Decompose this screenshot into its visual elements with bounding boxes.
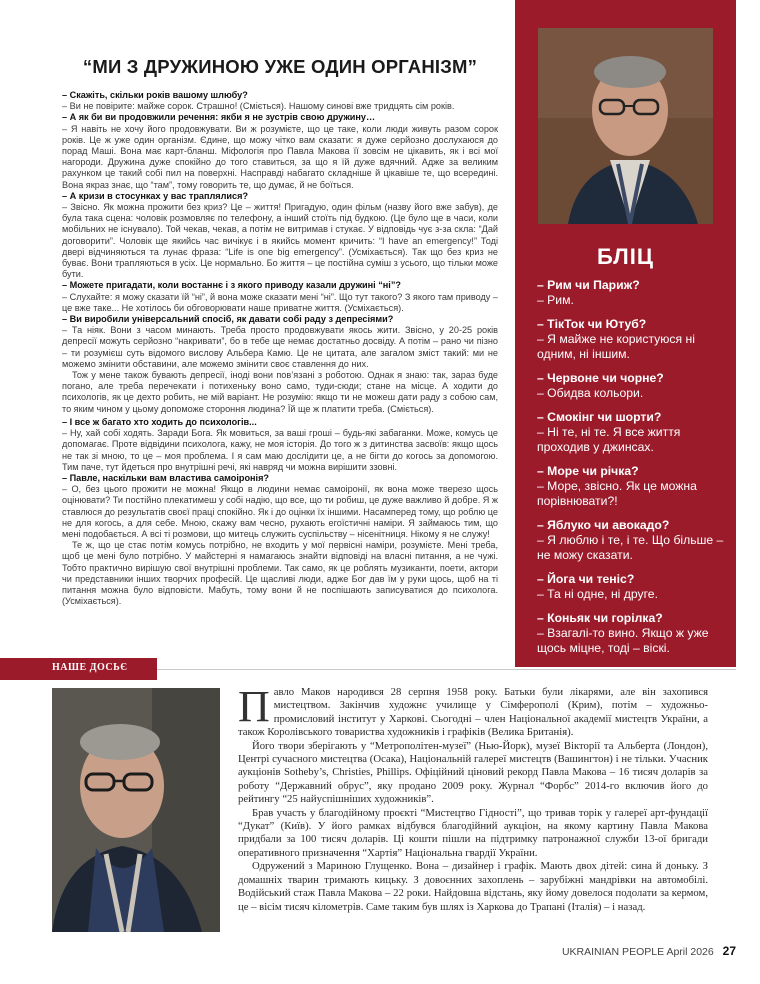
portrait-illustration: [538, 28, 713, 224]
blitz-list: [537, 278, 727, 665]
blitz-question: – Смокінг чи шорти?: [537, 410, 662, 424]
blitz-answer: – Море, звісно. Як це можна порівнювати?!: [537, 479, 697, 508]
interview-text: [62, 90, 498, 607]
dossier-portrait-illustration: [52, 688, 220, 932]
headline: “МИ З ДРУЖИНОЮ УЖЕ ОДИН ОРГАНІЗМ”: [82, 56, 478, 77]
magazine-name: UKRAINIAN PEOPLE: [561, 946, 665, 958]
interview-answer: – Та ніяк. Вони з часом минають. Треба просто продовжувати якось жити. Звісно, у 20-25 років депресії можуть серйозно “накривати”, бо в тебе ще немає достатньо досвіду. А потім – рано чи пізно – ти розумієш суть відомого вислову Альбера Камю. Це не цитата, але загалом зміст такий: ми не можемо змінити обставини, але можемо змінити своє ставлення до них.: [62, 325, 498, 369]
blitz-item: [537, 278, 727, 308]
blitz-question: – Йога чи теніс?: [537, 572, 635, 586]
blitz-answer: – Та ні одне, ні друге.: [537, 587, 658, 601]
blitz-item: [537, 410, 727, 455]
drop-cap: П: [238, 682, 270, 731]
dossier-paragraph: Його твори зберігають у “Метрополітен-музеї” (Нью-Йорк), музеї Вікторії та Альберта (Лондон), Центрі сучасного мистецтва (Осака), Національній галереї мистецтв (Вашингтон) і не тільки. Учасник аукціонів Sotheby’s, Christies, Phillips. Офіційний ціновий рекорд Павла Макова – 16 тисяч доларів за роботу “Державний обрус”, яку продано 2009 року. Журнал “Форбс” 2014-го включив його до рейтингу “25 найуспішніших художників”.: [238, 739, 708, 806]
blitz-question: – Рим чи Париж?: [537, 278, 640, 292]
dossier-photo: [52, 688, 220, 932]
blitz-question: – Море чи річка?: [537, 464, 639, 478]
interview-answer: Те ж, що це стає потім комусь потрібно, не входить у мої первісні наміри, розумієте. Мені треба, щоб це мені було потрібно. У майстерні я намагаюсь знайти відповіді на власні питання, а не чужі. Тобто практично вирішую свої внутрішні проблеми. Так само, як це роблять музиканти, поети, актори чи представники інших творчих професій. Це щасливі люди, адже Бог дав їм у руки щось, щоб на ті питання можна було відповісти. Мабуть, тому вони й не поспішають записуватися до психолога. (Усміхається).: [62, 540, 498, 607]
blitz-question: – ТікТок чи Ютуб?: [537, 317, 647, 331]
blitz-answer: – Я люблю і те, і те. Що більше – не можу сказати.: [537, 533, 724, 562]
blitz-item: [537, 317, 727, 362]
interview-answer: – Я навіть не хочу його продовжувати. Ви ж розумієте, що це таке, коли люди живуть разом сорок років. Це ж уже один організм. Єдине, що можу чітко вам сказати: я дуже серйозно дослухаюся до порад Маші. Вона має карт-бланш. Міфологія про Павла Макова її зовсім не цікавить, як і всі мої нагороди. Дружина дуже спокійно до того ставиться, за що я їй дуже вдячний. Адже за великим рахунком це такий собі пил на поверхні. Насправді набагато складніше й цікавіше те, що всередині. Вона якраз знає, що “там”, тому говорить те, що думає, й не боїться.: [62, 123, 498, 190]
dossier-paragraph: Одружений з Мариною Глущенко. Вона – дизайнер і графік. Мають двох дітей: сина й доньку. З домашніх тварин тримають кицьку. З довоєнних захоплень – зарубіжні мандрівки на автомобілі. Водійський стаж Павла Макова – 22 роки. Найдовша відстань, яку йому довелося подолати за кермом, це – вісім тисяч кілометрів. Саме таким був шлях із Харкова до Трапані (Італія) – і назад.: [238, 860, 708, 913]
interview-question: – А кризи в стосунках у вас траплялися?: [62, 190, 249, 201]
blitz-answer: – Обидва кольори.: [537, 386, 644, 400]
blitz-title: БЛІЦ: [597, 244, 654, 269]
interview-answer: – Звісно. Як можна прожити без криз? Це – життя! Пригадую, один фільм (назву його вже забув), де була така сцена: чоловік розмовляє по телефону, а інший стоїть під будкою. (Це було ще в часи, коли мобільних не існувало). Той чекав, чекав, а потім не витримав і стукає. У відповідь чує з-за скла: “Дай договорити”. Чоловік ще якийсь час вичікує і в якийсь момент кричить: “I have an emergency!” Тоді двері відчиняються та лунає фраза: “Life is one big emergency”. (Усміхається). Так що без криз не буває. Вони трапляються в усіх. Це нормально. Бо життя – це постійна суміш з усього, що тільки може бути.: [62, 202, 498, 280]
blitz-item: [537, 464, 727, 509]
interview-answer: Тож у мене також бувають депресії, іноді вони пов’язані з роботою. Однак я знаю: так, зараз буде погано, але треба перечекати і потихеньку воно само, туди-сюди; стане на місце. А ходити до психологів, як це дехто робить, не мій варіант. Не розумію: якщо ти не можеш дати раду з собою сам, то яким чином у цьому допоможе стороння людина? Їй ще ж платити треба. (Сміється).: [62, 370, 498, 414]
issue-date: April 2026: [666, 946, 714, 958]
page-footer: [562, 944, 736, 958]
blitz-item: [537, 371, 727, 401]
interview-answer: – Ви не повірите: майже сорок. Страшно! (Сміється). Нашому синові вже тридцять сім років.: [62, 101, 455, 112]
blitz-answer: – Я майже не користуюся ні одним, ні іншим.: [537, 332, 695, 361]
portrait-photo: [538, 28, 713, 224]
interview-answer: – Ну, хай собі ходять. Заради Бога. Як мовиться, за ваші гроші – будь-які забаганки. Може, комусь це допомагає. Проте відвідини психолога, кажу, не моя історія. До того ж з дитинства засвоїв: якщо щось не так зі мною, то це – моя проблема. І я сам маю дослідити це, а не бігти до когось за допомогою. Тим паче, тут йдеться про внутрішні речі, які навряд чи можна вирішити ззовні.: [62, 428, 498, 472]
blitz-answer: – Взагалі-то вино. Якщо ж уже щось міцне, тоді – віскі.: [537, 626, 709, 655]
blitz-question: – Яблуко чи авокадо?: [537, 518, 670, 532]
interview-question: – І все ж багато хто ходить до психологів...: [62, 416, 257, 427]
blitz-answer: – Ні те, ні те. Я все життя проходив у джинсах.: [537, 425, 681, 454]
blitz-item: [537, 518, 727, 563]
interview-question: – Скажіть, скільки років вашому шлюбу?: [62, 90, 248, 100]
blitz-item: [537, 572, 727, 602]
dossier-text: [238, 682, 708, 914]
interview-question: – Можете пригадати, коли востаннє і з якого приводу казали дружині “ні”?: [62, 280, 401, 291]
blitz-item: [537, 611, 727, 656]
dossier-paragraph: Брав участь у благодійному проєкті “Мистецтво Гідності”, що тривав торік у галереї арт-фундації “Дукат” (Київ). У його рамках відбувся благодійний аукціон, на якому картину Павла Макова придбали за 100 тисяч доларів. Ці кошти пішли на підтримку патронажної служби 13-ої бригади оперативного призначення “Хартія” Національна гвардії України.: [238, 806, 708, 859]
interview-answer: – Слухайте: я можу сказати їй “ні”, й вона може сказати мені “ні”. Що тут такого? З якого там приводу – це вже таке... Не хотілось би обговорювати наше приватне життя. (Усміхається).: [62, 291, 498, 313]
page-number: 27: [722, 944, 736, 958]
blitz-question: – Червоне чи чорне?: [537, 371, 664, 385]
interview-question: – А як би ви продовжили речення: якби я не зустрів свою дружину…: [62, 112, 376, 123]
interview-question: – Павле, наскільки вам властива самоіронія?: [62, 472, 269, 483]
blitz-question: – Коньяк чи горілка?: [537, 611, 663, 625]
divider: [157, 669, 736, 670]
interview-section: [62, 56, 498, 607]
interview-answer: – О, без цього прожити не можна! Якщо в людини немає самоіронії, як вона може тверезо щось оцінювати? Ти постійно плекатимеш у собі надію, що все, що ти робиш, це дуже важливо й добре. Я ж ставлюся до результатів своєї праці спокійно. Як і до оцінки їх іншими. Насамперед тому, що роблю це не для когось, а для себе. Мною, скажу вам чесно, рухають егоїстичні наміри. Я займаюсь тим, що мені подобається. А всі ті розмови, що митець служить суспільству – нісенітниця. Нікому я не служу!: [62, 484, 498, 539]
blitz-panel: [515, 0, 736, 667]
dossier-first-text: авло Маков народився 28 серпня 1958 року. Батьки були лікарями, але він захопився мистецтвом. Закінчив художнє училище у Сімферополі (Крим), потім – художньо-промисловий інститут у Харкові. Сьогодні – член Національної академії мистецтв України, а також Королівського товариства художників і графіків (Велика Британія).: [238, 686, 708, 739]
blitz-answer: – Рим.: [537, 293, 574, 307]
interview-question: – Ви виробили універсальний спосіб, як давати собі раду з депресіями?: [62, 314, 394, 325]
dossier-first-paragraph: [238, 682, 708, 740]
dossier-label: НАШЕ ДОСЬЄ: [52, 662, 128, 673]
